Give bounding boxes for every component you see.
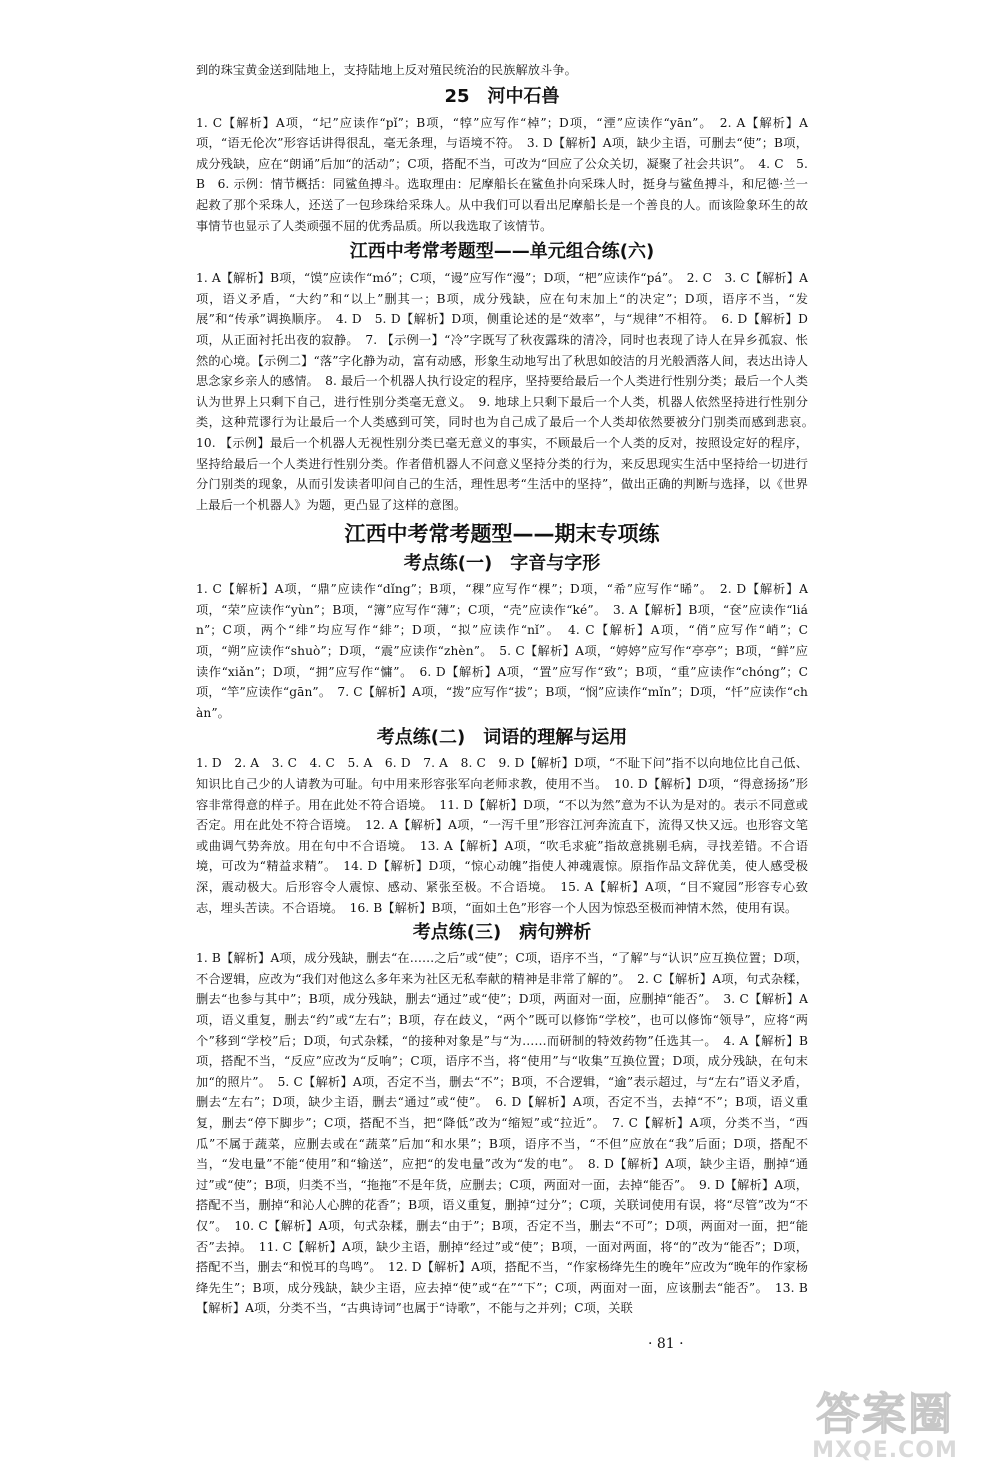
section-title-final: 江西中考常考题型——期末专项练: [344, 522, 660, 547]
subsection-title-kd3: 考点练(三) 病句辨析: [412, 922, 592, 944]
intro-paragraph: 到的珠宝黄金送到陆地上，支持陆地上反对殖民统治的民族解放斗争。: [196, 63, 577, 77]
section-title-25: 25 河中石兽: [444, 85, 560, 107]
page-number: · 81 ·: [648, 1336, 684, 1352]
kd3-answers: 1. B【解析】A项，成分残缺，删去“在……之后”或“使”；C项，语序不当，“了解”与“认识”应互换位置；D项，不合逻辑，应改为“我们对他这么多年来为社区无私奉献的精神是非常了解的”。 2. C【解析】A项，句式杂糅，删去“也参与其中”；B项，成分残缺，删去“通过”或“使”；D项，两面对一面，应删掉“能否”。 3. C【解析】A项，语义重复，删去“约”或“左右”；B项，存在歧义，“两个”既可以修饰“学校”，也可以修饰“领导”，应将“两个”移到“学校”后；D项，句式杂糅，“的接种对象是”与“为……而研制的特效药物”任选其一。 4. A【解析】B项，搭配不当，“反应”应改为“反响”；C项，语序不当，将“使用”与“收集”互换位置；D项，成分残缺，在句末加“的照片”。 5. C【解析】A项，否定不当，删去“不”；B项，不合逻辑，“逾”表示超过，与“左右”语义矛盾，删去“左右”；D项，缺少主语，删去“通过”或“使”。 6. D【解析】A项，否定不当，去掉“不”；B项，语义重复，删去“停下脚步”；C项，搭配不当，把“降低”改为“缩短”或“拉近”。 7. C【解析】A项，分类不当，“西瓜”不属于蔬菜，应删去或在“蔬菜”后加“和水果”；B项，语序不当，“不但”应放在“我”后面；D项，搭配不当，“发电量”不能“使用”和“输送”，应把“的发电量”改为“发的电”。 8. D【解析】A项，缺少主语，删掉“通过”或“使”；B项，归类不当，“拖拖”不是年货，应删去；C项，两面对一面，去掉“能否”。 9. D【解析】A项，搭配不当，删掉“和沁人心脾的花香”；B项，语义重复，删掉“过分”；C项，关联词使用有误，将“尽管”改为“不仅”。 10. C【解析】A项，句式杂糅，删去“由于”；B项，否定不当，删去“不可”；D项，两面对一面，把“能否”去掉。 11. C【解析】A项，缺少主语，删掉“经过”或“使”；B项，一面对两面，将“的”改为“能否”；D项，搭配不当，删去“和悦耳的鸟鸣”。 12. D【解析】A项，搭配不当，“作家杨绛先生的晚年”应改为“晚年的作家杨绛先生”；B项，成分残缺，缺少主语，应去掉“使”或“在”“下”；C项，两面对一面，应该删去“能否”。 13. B【解析】A项，分类不当，“古典诗词”也属于“诗歌”，不能与之并列；C项，关联: [196, 951, 808, 1316]
section-25-answers: 1. C【解析】A项，“圮”应读作“pǐ”；B项，“犉”应写作“棹”；D项，“湮”应读作“yān”。 2. A【解析】A项，“语无伦次”形容话讲得很乱，毫无条理，与语境不符。 3. D【解析】A项，缺少主语，可删去“使”；B项，成分残缺，应在“朗诵”后加“的活动”；C项，搭配不当，可改为“回应了公众关切，凝聚了社会共识”。 4. C 5. B 6. 示例：情节概括：同鲨鱼搏斗。选取理由：尼摩船长在鲨鱼扑向采珠人时，挺身与鲨鱼搏斗，和尼德·兰一起救了那个采珠人，还送了一包珍珠给采珠人。从中我们可以看出尼摩船长是一个善良的人。而该险象环生的故事情节也显示了人类顽强不屈的优秀品质。所以我选取了该情节。: [196, 115, 808, 233]
page-content: [196, 60, 821, 1319]
unit6-answers: 1. A【解析】B项，“馍”应读作“mó”；C项，“谩”应写作“漫”；D项，“杷”应读作“pá”。 2. C 3. C【解析】A项，语义矛盾，“大约”和“以上”删其一；B项，成分残缺，应在句末加上“的决定”；D项，语序不当，“发展”和“传承”调换顺序。 4. D 5. D【解析】D项，侧重论述的是“效率”，与“规律”不相符。 6. D【解析】D项，从正面衬托出夜的寂静。 7. 【示例一】“冷”字既写了秋夜露珠的清冷，同时也表现了诗人在异乡孤寂、怅然的心境。【示例二】“落”字化静为动，富有动感，形象生动地写出了秋思如皎洁的月光般洒落人间，表达出诗人思念家乡亲人的感情。 8. 最后一个机器人执行设定的程序，坚持要给最后一个人类进行性别分类；最后一个人类认为世界上只剩下自己，进行性别分类毫无意义。 9. 地球上只剩下最后一个人类，机器人依然坚持进行性别分类，这种荒谬行为让最后一个人类感到可笑，同时也为自己成了最后一个人类却依然要被分门别类而感到悲哀。 10. 【示例】最后一个机器人无视性别分类已毫无意义的事实，不顾最后一个人类的反对，按照设定好的程序，坚持给最后一个人类进行性别分类。作者借机器人不问意义坚持分类的行为，来反思现实生活中坚持给一切进行分门别类的现象，从而引发读者叩问自己的生活，理性思考“生活中的坚持”，做出正确的判断与选择，以《世界上最后一个机器人》为题，更凸显了这样的意图。: [196, 271, 821, 512]
subsection-title-kd2: 考点练(二) 词语的理解与运用: [376, 727, 628, 749]
watermark-title: 答案圈: [816, 1389, 954, 1440]
section-title-unit6: 江西中考常考题型——单元组合练(六): [349, 241, 655, 263]
kd1-answers: 1. C【解析】A项，“鼎”应读作“dǐng”；B项，“稞”应写作“棵”；D项，“希”应写作“晞”。 2. D【解析】A项，“荣”应读作“yùn”；B项，“簿”应写作“薄”；C项，“壳”应读作“ké”。 3. A【解析】B项，“奁”应读作“lián”；C项，两个“绯”均应写作“緋”；D项，“拟”应读作“nǐ”。 4. C【解析】A项，“俏”应写作“峭”；C项，“朔”应读作“shuò”；D项，“震”应读作“zhèn”。 5. C【解析】A项，“婷婷”应写作“亭亭”；B项，“鲜”应读作“xiǎn”；D项，“拥”应写作“慵”。 6. D【解析】A项，“置”应写作“致”；B项，“重”应读作“chóng”；C项，“竿”应读作“gān”。 7. C【解析】A项，“拨”应写作“拔”；B项，“悯”应读作“mǐn”；D项，“忏”应读作“chàn”。: [196, 582, 808, 720]
kd2-answers: 1. D 2. A 3. C 4. C 5. A 6. D 7. A 8. C 9. D【解析】D项，“不耻下问”指不以向地位比自己低、知识比自己少的人请教为可耻。句中用来形容张军向老师求教，使用不当。 10. D【解析】D项，“得意扬扬”形容非常得意的样子。用在此处不符合语境。 11. D【解析】D项，“不以为然”意为不认为是对的。表示不同意或否定。用在此处不符合语境。 12. A【解析】A项，“一泻千里”形容江河奔流直下，流得又快又远。也形容文笔或曲调气势奔放。用在句中不合语境。 13. A【解析】A项，“吹毛求疵”指故意挑剔毛病，寻找差错。不合语境，可改为“精益求精”。 14. D【解析】D项，“惊心动魄”指使人神魂震惊。原指作品文辞优美，使人感受极深，震动极大。后形容令人震惊、感动、紧张至极。不合语境。 15. A【解析】A项，“目不窥园”形容专心致志，埋头苦读。不合语境。 16. B【解析】B项，“面如土色”形容一个人因为惊恐至极而神情木然，使用有误。: [196, 756, 808, 915]
subsection-title-kd1: 考点练(一) 字音与字形: [403, 553, 601, 575]
watermark-logo: [780, 1378, 990, 1466]
watermark-url: MXQE.COM: [812, 1438, 958, 1463]
